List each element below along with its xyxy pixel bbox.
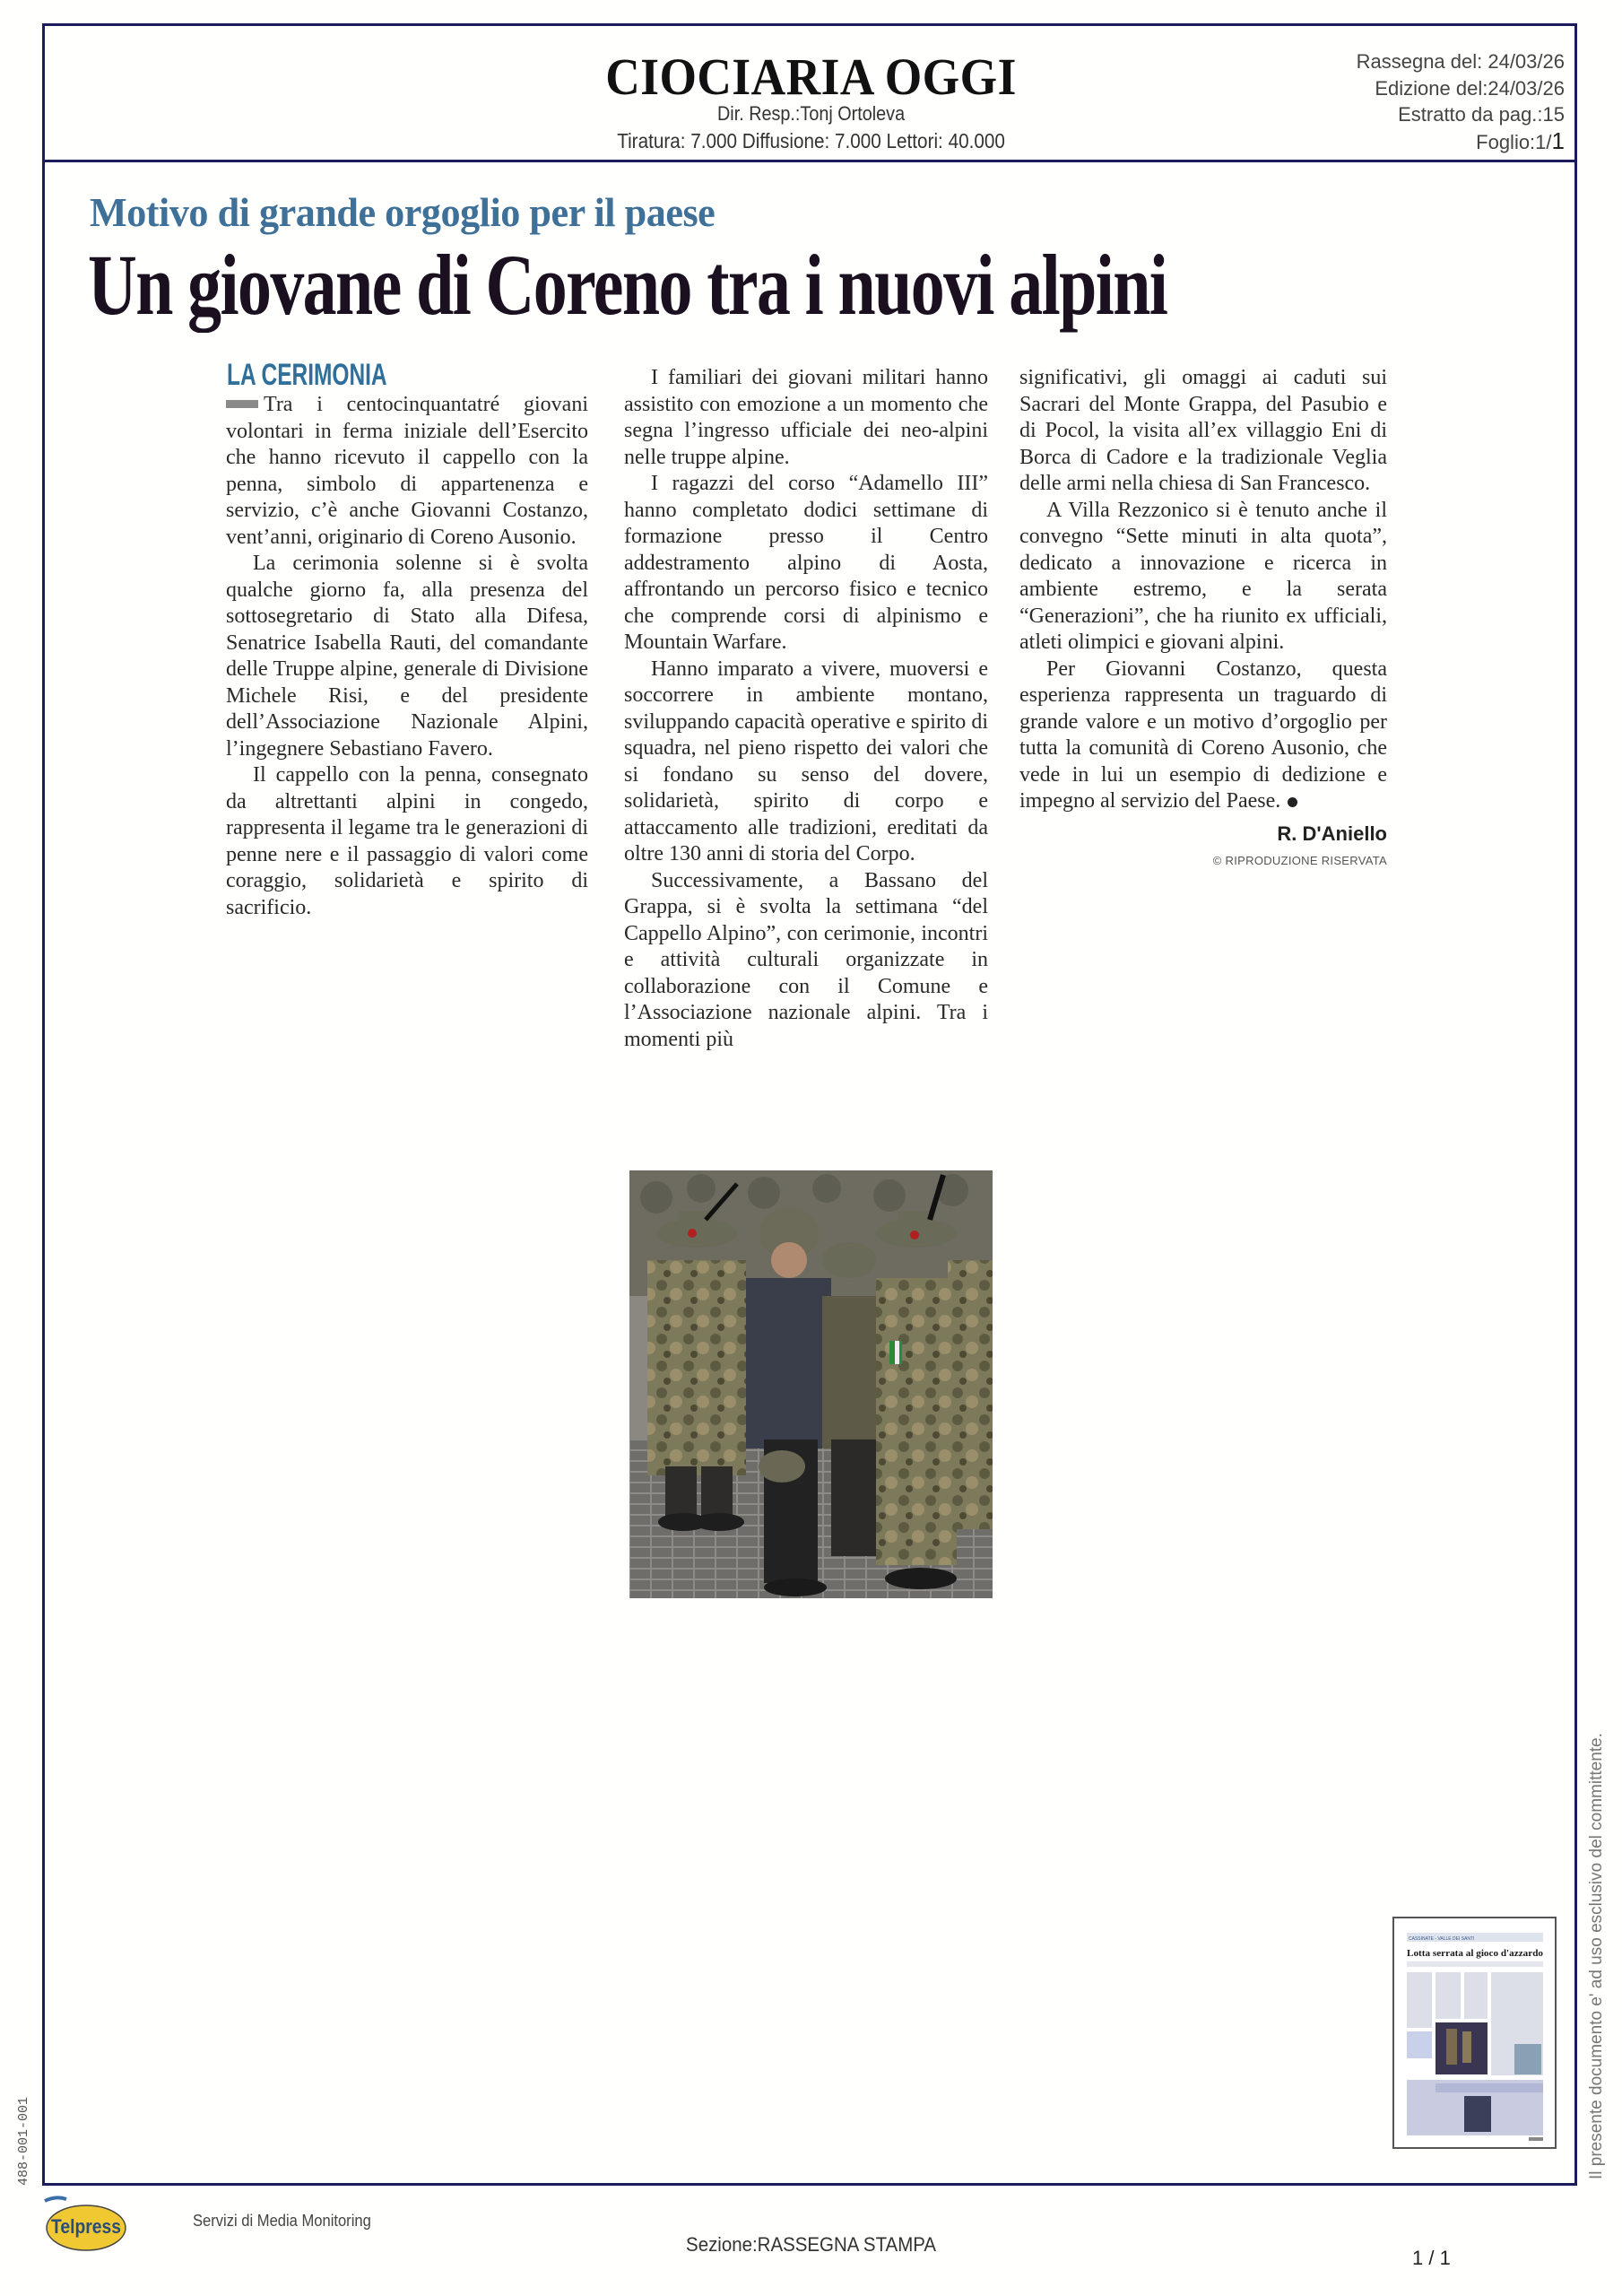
paragraph: Hanno imparato a vivere, muoversi e soccorrere in ambiente montano, sviluppando capacità operative e spirito di squadra, nel pieno rispetto dei valori che si fondano su senso del dovere, solidarietà, spirito di corpo e attaccamento alle tradizioni, ereditati da oltre 130 anni di storia del Corpo. — [624, 657, 988, 865]
copyright-notice: © RIPRODUZIONE RISERVATA — [1212, 853, 1387, 867]
paragraph: I familiari dei giovani militari hanno assistito con emozione a un momento che segna l’ingresso ufficiale dei neo-alpini nelle truppe alpine. — [624, 366, 988, 469]
paragraph: Successivamente, a Bassano del Grappa, si è svolta la settimana “del Cappello Alpino”, con cerimonie, incontri e attività culturali organizzate in collaborazione con il Comune e l’Associazione nazionale alpini. Tra i momenti più — [624, 868, 988, 1051]
usage-disclaimer: Il presente documento e' ad uso esclusivo del committente. — [1587, 1733, 1606, 2179]
estratto-page: Estratto da pag.:15 — [1398, 103, 1565, 126]
article-headline: Un giovane di Coreno tra i nuovi alpini — [88, 237, 1167, 333]
article-column-1 — [226, 392, 588, 921]
footer-section: Sezione:RASSEGNA STAMPA — [686, 2233, 937, 2256]
article-kicker: Motivo di grande orgoglio per il paese — [90, 189, 716, 235]
edizione-date: Edizione del:24/03/26 — [1375, 76, 1565, 100]
lead-bar-icon — [226, 400, 258, 408]
publication-title: CIOCIARIA OGGI — [605, 48, 1017, 106]
foglio-total: 1 — [1551, 126, 1565, 154]
article-column-3 — [1019, 365, 1387, 869]
publication-director: Dir. Resp.:Tonj Ortoleva — [717, 102, 906, 125]
paragraph: Il cappello con la penna, consegnato da altrettanti alpini in congedo, rappresenta il legame tra le generazioni di penne nere e il passaggio di valori come coraggio, solidarietà e spirito di sacrificio. — [226, 763, 588, 919]
soldiers-photo-image — [629, 1170, 993, 1598]
article-photo — [629, 1170, 993, 1598]
article-column-2 — [624, 365, 988, 1053]
paragraph: A Villa Rezzonico si è tenuto anche il convegno “Sette minuti in alta quota”, dedicato a innovazione e ricerca in ambiente estremo, e la serata “Generazioni”, che ha riunito ex ufficiali, atleti olimpici e giovani alpini. — [1019, 498, 1387, 654]
publication-circulation: Tiratura: 7.000 Diffusione: 7.000 Lettori: 40.000 — [617, 129, 1005, 152]
header-divider — [42, 160, 1577, 162]
section-label: LA CERIMONIA — [227, 358, 387, 392]
foglio-label: Foglio:1/ — [1476, 130, 1552, 153]
page-frame — [42, 23, 1577, 2186]
thumbnail-headline: Lotta serrata al gioco d'azzardo — [1407, 1948, 1544, 1959]
paragraph: Per Giovanni Costanzo, questa esperienza rappresenta un traguardo di grande valore e un motivo d’orgoglio per tutta la comunità di Coreno Ausonio, che vede in lui un esempio di dedizione e impegno al servizio del Paese. — [1019, 657, 1387, 813]
byline: R. D'Aniello — [1277, 822, 1387, 845]
rassegna-date: Rassegna del: 24/03/26 — [1356, 50, 1565, 73]
foglio — [1357, 128, 1565, 156]
paragraph: Tra i centocinquantatré giovani volontari in ferma iniziale dell’Esercito che hanno ricevuto il cappello con la penna, simbolo di appartenenza e servizio, c’è anche Giovanni Costanzo, vent’anni, originario di Coreno Ausonio. — [226, 393, 588, 549]
paragraph: La cerimonia solenne si è svolta qualche giorno fa, alla presenza del sottosegretario di Stato alla Difesa, Senatrice Isabella Rauti, del comandante delle Truppe alpine, generale di Divisione Michele Risi, e del presidente dell’Associazione Nazionale Alpini, l’ingegnere Sebastiano Favero. — [226, 552, 588, 761]
end-mark-icon — [1288, 797, 1297, 807]
paragraph: significativi, gli omaggi ai caduti sui Sacrari del Monte Grappa, del Pasubio e di Pocol, la visita all’ex villaggio Eni di Borca di Cadore e la tradizionale Veglia delle armi nella chiesa di San Francesco. — [1019, 366, 1387, 495]
paragraph: I ragazzi del corso “Adamello III” hanno completato dodici settimane di formazione presso il Centro addestramento alpino di Aosta, affrontando un percorso fisico e tecnico che comprende corsi di alpinismo e Mountain Warfare. — [624, 472, 988, 654]
page-thumbnail-image — [1394, 1918, 1555, 2147]
clipping-meta — [1357, 48, 1565, 155]
thumbnail-section: CASSINATE - VALLE DEI SANTI — [1409, 1936, 1475, 1942]
logo-text: Telpress — [51, 2215, 121, 2238]
document-code: 488-001-001 — [16, 2096, 31, 2186]
footer-service: Servizi di Media Monitoring — [193, 2212, 371, 2230]
footer-page-number: 1 / 1 — [1412, 2247, 1451, 2269]
page-thumbnail — [1392, 1917, 1557, 2149]
